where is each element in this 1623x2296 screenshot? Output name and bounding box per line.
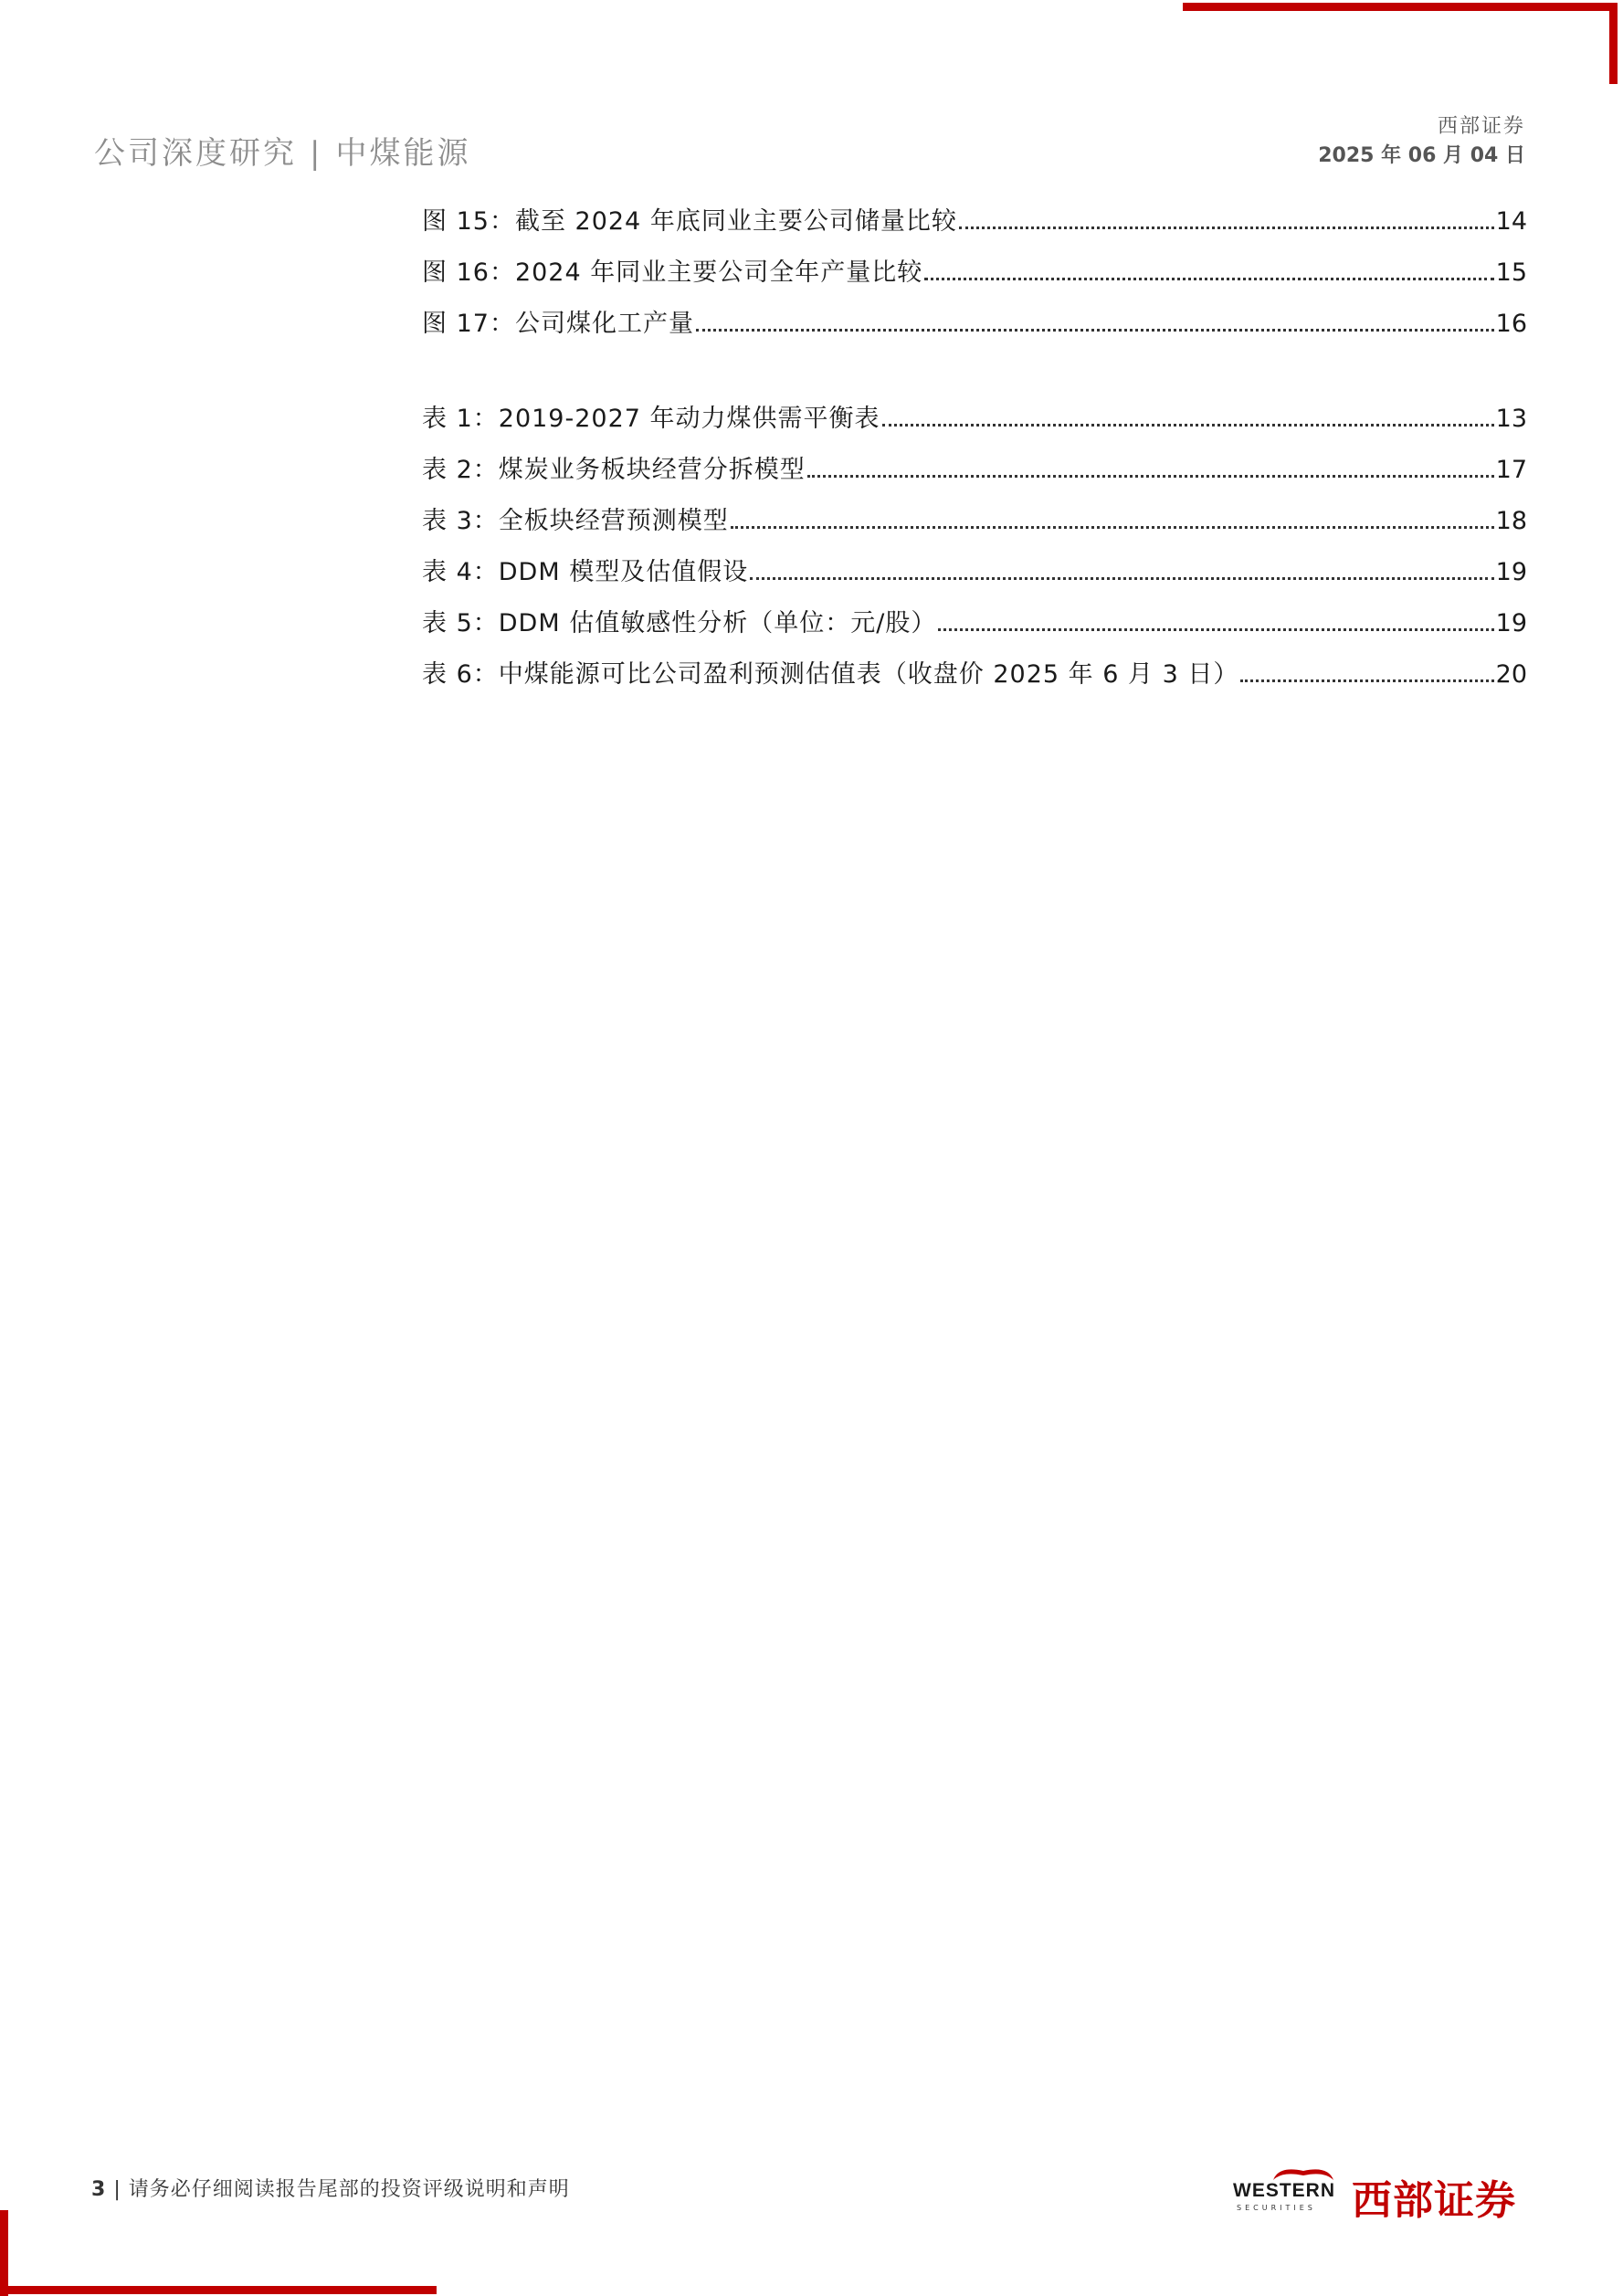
logo-english: WESTERN [1233,2180,1335,2201]
dot-leader [938,627,1493,631]
western-securities-logo [1233,2160,1525,2224]
toc-entry-label: 图 16：2024 年同业主要公司全年产量比较 [422,258,923,287]
dot-leader [1240,679,1493,682]
page-number: 3 [91,2178,107,2201]
bottom-left-corner-decoration [0,2210,438,2296]
dot-leader [750,576,1493,580]
toc-entry-label: 表 4：DDM 模型及估值假设 [422,558,749,586]
toc-entry-page: 16 [1495,310,1527,338]
dot-leader [731,525,1494,529]
header-separator: | [310,135,323,172]
toc-entry-page: 13 [1495,405,1527,433]
report-type: 公司深度研究 [94,135,297,172]
logo-english-sub: SECURITIES [1237,2204,1316,2212]
disclaimer-text: 请务必仔细阅读报告尾部的投资评级说明和声明 [128,2178,570,2201]
toc-entry-page: 19 [1495,609,1527,637]
dot-leader [959,226,1494,229]
toc-entry-page: 20 [1495,660,1527,689]
dot-leader [807,474,1494,478]
toc-entry[interactable] [422,500,1527,537]
toc-entry-label: 表 6：中煤能源可比公司盈利预测估值表（收盘价 2025 年 6 月 3 日） [422,660,1239,689]
toc-entry[interactable] [422,398,1527,435]
report-date: 2025 年 06 月 04 日 [1318,144,1525,167]
toc-entry[interactable] [422,303,1527,340]
toc-entry-page: 14 [1495,207,1527,236]
toc-entry-page: 17 [1495,456,1527,484]
header-title [94,128,470,173]
dot-leader [924,277,1493,280]
toc-entry[interactable] [422,449,1527,486]
toc-entry-page: 18 [1495,507,1527,535]
toc-entry[interactable] [422,252,1527,289]
dot-leader [882,423,1494,427]
dot-leader [696,328,1494,332]
toc-entry[interactable] [422,654,1527,690]
toc-entry[interactable] [422,201,1527,237]
toc-entry[interactable] [422,552,1527,588]
header-meta [1318,112,1525,171]
top-right-corner-decoration [1183,0,1623,84]
toc-entry-label: 表 2：煤炭业务板块经营分拆模型 [422,456,806,484]
company-name: 中煤能源 [335,135,471,172]
toc-entry-page: 15 [1495,258,1527,287]
toc-entry-page: 19 [1495,558,1527,586]
toc-entry-label: 表 5：DDM 估值敏感性分析（单位：元/股） [422,609,937,637]
toc-entry-label: 表 1：2019-2027 年动力煤供需平衡表 [422,405,880,433]
toc-entry-label: 表 3：全板块经营预测模型 [422,507,729,535]
footer-separator: | [113,2178,121,2201]
footer-disclaimer [91,2174,570,2202]
toc-entry-label: 图 17：公司煤化工产量 [422,310,694,338]
toc-entry[interactable] [422,603,1527,639]
firm-name: 西部证券 [1437,115,1525,138]
logo-chinese: 西部证券 [1352,2177,1516,2224]
toc-entry-label: 图 15：截至 2024 年底同业主要公司储量比较 [422,207,957,236]
